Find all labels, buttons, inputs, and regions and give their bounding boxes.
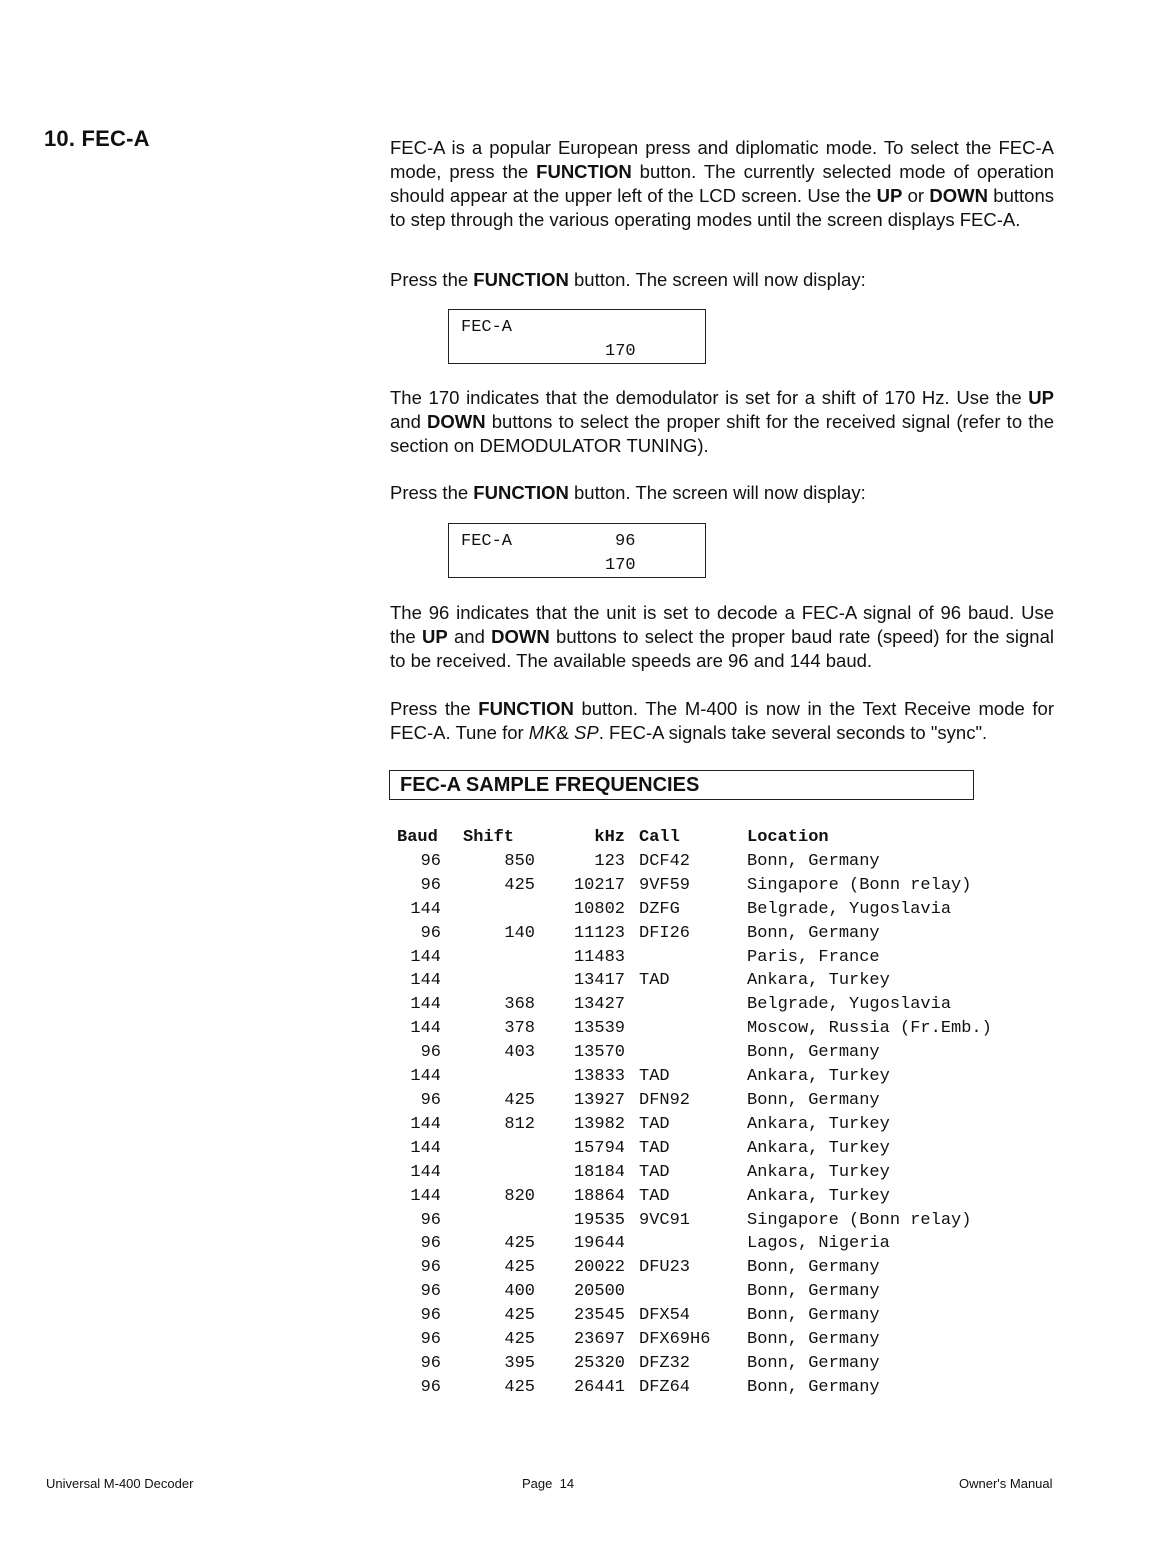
cell-baud: 96	[420, 1282, 441, 1302]
table-header-row	[397, 826, 992, 850]
emphasis-bold: UP	[876, 185, 903, 206]
cell-shift: 425	[504, 1234, 535, 1254]
cell-khz: 10802	[573, 899, 625, 919]
cell-call	[625, 946, 747, 970]
cell-call: TAD	[639, 971, 670, 991]
cell-location: Singapore (Bonn relay)	[747, 1210, 972, 1230]
cell-shift	[441, 1209, 535, 1233]
text-run: button. The screen will now display:	[568, 269, 866, 290]
cell-shift: 850	[504, 851, 535, 871]
cell-call: DFZ64	[639, 1377, 691, 1397]
text-receive-paragraph	[390, 697, 1054, 745]
text-run: button. The M-400 is now in the Text Receive mode for FEC-A. Tune for	[390, 698, 1054, 743]
cell-baud: 96	[420, 851, 441, 871]
header-location: Location	[747, 828, 829, 847]
cell-call: DCF42	[639, 851, 691, 871]
text-run: Press the	[390, 269, 474, 290]
cell-call	[625, 1232, 747, 1256]
cell-khz: 15794	[573, 1138, 625, 1158]
footer-product: Universal M-400 Decoder	[46, 1476, 194, 1491]
table-row	[397, 1232, 992, 1256]
cell-khz: 13427	[573, 995, 625, 1015]
cell-call: DFI26	[639, 923, 691, 943]
table-row	[397, 874, 992, 898]
table-row	[397, 1256, 992, 1280]
frequencies-heading: FEC-A SAMPLE FREQUENCIES	[389, 770, 974, 800]
table-row	[397, 850, 992, 874]
cell-khz: 20022	[573, 1258, 625, 1278]
cell-call: 9VC91	[639, 1210, 691, 1230]
text-run: or	[902, 185, 930, 206]
cell-baud: 96	[420, 1330, 441, 1350]
cell-shift	[441, 1137, 535, 1161]
cell-call: TAD	[639, 1067, 670, 1087]
cell-location: Bonn, Germany	[747, 1090, 880, 1110]
cell-khz: 18864	[573, 1186, 625, 1206]
cell-baud: 96	[420, 875, 441, 895]
cell-call: DFX54	[639, 1306, 691, 1326]
emphasis-bold: FUNCTION	[473, 269, 569, 290]
table-row	[397, 1089, 992, 1113]
lcd-baud-value: 96	[615, 532, 636, 551]
cell-location: Bonn, Germany	[747, 1043, 880, 1063]
cell-khz: 19535	[573, 1210, 625, 1230]
cell-khz: 19644	[573, 1234, 625, 1254]
cell-khz: 25320	[573, 1353, 625, 1373]
lcd-mode-label: FEC-A	[461, 318, 513, 337]
cell-baud: 96	[420, 1306, 441, 1326]
cell-location: Belgrade, Yugoslavia	[747, 995, 952, 1015]
cell-khz: 26441	[573, 1377, 625, 1397]
cell-shift: 378	[504, 1019, 535, 1039]
lcd-display-baud	[448, 523, 706, 578]
cell-baud: 144	[410, 899, 441, 919]
table-row	[397, 1137, 992, 1161]
cell-baud: 96	[420, 1234, 441, 1254]
lcd-mode-label: FEC-A	[461, 532, 513, 551]
table-row	[397, 1280, 992, 1304]
table-row	[397, 1185, 992, 1209]
text-run: and	[390, 411, 428, 432]
text-run: &	[556, 722, 575, 743]
text-run: buttons to step through the various operating modes until the screen displays FEC-A.	[390, 185, 1054, 230]
cell-khz: 18184	[573, 1162, 625, 1182]
cell-shift: 812	[504, 1114, 535, 1134]
press-function-paragraph-1	[390, 268, 1054, 292]
lcd-shift-value: 170	[605, 556, 636, 575]
intro-paragraph	[390, 136, 1054, 232]
cell-location: Ankara, Turkey	[747, 1114, 890, 1134]
cell-shift: 140	[504, 923, 535, 943]
cell-location: Lagos, Nigeria	[747, 1234, 890, 1254]
cell-location: Bonn, Germany	[747, 1306, 880, 1326]
cell-khz: 11123	[573, 923, 625, 943]
emphasis-bold: DOWN	[929, 185, 988, 206]
section-title: 10. FEC-A	[44, 126, 150, 151]
table-row	[397, 1017, 992, 1041]
text-run: Press the	[390, 698, 479, 719]
baud-paragraph	[390, 601, 1054, 673]
emphasis-bold: UP	[1028, 387, 1054, 408]
cell-call: TAD	[639, 1114, 670, 1134]
emphasis-bold: FUNCTION	[478, 698, 574, 719]
cell-khz: 13927	[573, 1090, 625, 1110]
text-run: . FEC-A signals take several seconds to "sync".	[598, 722, 988, 743]
cell-call: DFX69H6	[639, 1330, 711, 1350]
table-row	[397, 1161, 992, 1185]
cell-call: TAD	[639, 1138, 670, 1158]
cell-location: Bonn, Germany	[747, 1258, 880, 1278]
table-row	[397, 898, 992, 922]
cell-baud: 96	[420, 1353, 441, 1373]
cell-baud: 96	[420, 1258, 441, 1278]
cell-location: Moscow, Russia (Fr.Emb.)	[747, 1019, 992, 1039]
cell-shift	[441, 1065, 535, 1089]
frequencies-table	[397, 826, 992, 1400]
cell-shift	[441, 898, 535, 922]
table-row	[397, 1209, 992, 1233]
emphasis-bold: FUNCTION	[536, 161, 632, 182]
cell-baud: 96	[420, 1090, 441, 1110]
cell-khz: 23545	[573, 1306, 625, 1326]
cell-shift: 400	[504, 1282, 535, 1302]
cell-shift	[441, 969, 535, 993]
cell-call	[625, 1017, 747, 1041]
cell-khz: 13417	[573, 971, 625, 991]
cell-location: Paris, France	[747, 947, 880, 967]
cell-baud: 96	[420, 1210, 441, 1230]
cell-call: DZFG	[639, 899, 680, 919]
cell-baud: 96	[420, 1043, 441, 1063]
cell-khz: 13982	[573, 1114, 625, 1134]
cell-shift: 403	[504, 1043, 535, 1063]
cell-shift	[441, 1161, 535, 1185]
cell-shift: 425	[504, 1258, 535, 1278]
table-row	[397, 1376, 992, 1400]
emphasis-italic: MK	[528, 722, 557, 743]
cell-location: Ankara, Turkey	[747, 1138, 890, 1158]
cell-baud: 144	[410, 1162, 441, 1182]
cell-location: Bonn, Germany	[747, 1330, 880, 1350]
table-row	[397, 1352, 992, 1376]
cell-baud: 144	[410, 1186, 441, 1206]
text-run: buttons to select the proper shift for the received signal (refer to the section on DEMODULATOR TUNING).	[390, 411, 1054, 456]
lcd-shift-value: 170	[605, 342, 636, 361]
cell-call	[625, 993, 747, 1017]
cell-location: Bonn, Germany	[747, 1377, 880, 1397]
text-run: The 96 indicates that the unit is set to decode a FEC-A signal of 96 baud. Use the	[390, 602, 1054, 647]
emphasis-italic: SP	[574, 722, 599, 743]
cell-call	[625, 1280, 747, 1304]
footer-manual: Owner's Manual	[959, 1476, 1053, 1491]
cell-shift: 425	[504, 1306, 535, 1326]
cell-baud: 144	[410, 971, 441, 991]
cell-baud: 96	[420, 923, 441, 943]
emphasis-bold: UP	[422, 626, 448, 647]
cell-call: DFU23	[639, 1258, 691, 1278]
cell-call: DFZ32	[639, 1353, 691, 1373]
cell-khz: 13570	[573, 1043, 625, 1063]
table-row	[397, 946, 992, 970]
cell-location: Ankara, Turkey	[747, 1186, 890, 1206]
cell-call: TAD	[639, 1162, 670, 1182]
text-run: FEC-A is a popular European press and diplomatic mode. To select the FEC-A mode, press the	[390, 137, 1054, 182]
cell-baud: 144	[410, 1114, 441, 1134]
table-row	[397, 1328, 992, 1352]
press-function-paragraph-2	[390, 481, 1054, 505]
cell-location: Bonn, Germany	[747, 1282, 880, 1302]
shift-paragraph	[390, 386, 1054, 458]
cell-call: DFN92	[639, 1090, 691, 1110]
text-run: and	[447, 626, 492, 647]
cell-call	[625, 1041, 747, 1065]
cell-khz: 23697	[573, 1330, 625, 1350]
text-run: button. The screen will now display:	[568, 482, 866, 503]
table-row	[397, 969, 992, 993]
cell-baud: 144	[410, 1067, 441, 1087]
text-run: Press the	[390, 482, 474, 503]
table-row	[397, 1304, 992, 1328]
table-row	[397, 993, 992, 1017]
cell-location: Bonn, Germany	[747, 923, 880, 943]
cell-baud: 144	[410, 1138, 441, 1158]
cell-location: Ankara, Turkey	[747, 1162, 890, 1182]
cell-shift: 395	[504, 1353, 535, 1373]
cell-shift: 368	[504, 995, 535, 1015]
lcd-display-shift	[448, 309, 706, 364]
cell-khz: 13833	[573, 1067, 625, 1087]
cell-baud: 144	[410, 995, 441, 1015]
cell-location: Ankara, Turkey	[747, 1067, 890, 1087]
cell-call: 9VF59	[639, 875, 691, 895]
cell-shift: 425	[504, 1377, 535, 1397]
header-khz: kHz	[594, 828, 625, 847]
text-run: The 170 indicates that the demodulator is set for a shift of 170 Hz. Use the	[390, 387, 1029, 408]
header-shift: Shift	[463, 828, 515, 847]
cell-baud: 96	[420, 1377, 441, 1397]
text-run: button. The currently selected mode of operation should appear at the upper left of the LCD screen. Use the	[390, 161, 1055, 206]
emphasis-bold: DOWN	[491, 626, 550, 647]
text-run: buttons to select the proper baud rate (speed) for the signal to be received. The available speeds are 96 and 144 baud.	[390, 626, 1054, 671]
header-baud: Baud	[397, 828, 438, 847]
cell-location: Belgrade, Yugoslavia	[747, 899, 952, 919]
cell-shift: 820	[504, 1186, 535, 1206]
cell-location: Bonn, Germany	[747, 1353, 880, 1373]
emphasis-bold: FUNCTION	[473, 482, 569, 503]
cell-location: Singapore (Bonn relay)	[747, 875, 972, 895]
footer-page-number: Page 14	[522, 1476, 575, 1491]
cell-khz: 13539	[573, 1019, 625, 1039]
table-row	[397, 1113, 992, 1137]
emphasis-bold: DOWN	[427, 411, 486, 432]
cell-shift: 425	[504, 1090, 535, 1110]
cell-shift: 425	[504, 1330, 535, 1350]
cell-location: Ankara, Turkey	[747, 971, 890, 991]
cell-shift	[441, 946, 535, 970]
cell-shift: 425	[504, 875, 535, 895]
cell-khz: 20500	[573, 1282, 625, 1302]
table-row	[397, 1065, 992, 1089]
cell-baud: 144	[410, 947, 441, 967]
table-row	[397, 1041, 992, 1065]
table-row	[397, 922, 992, 946]
cell-baud: 144	[410, 1019, 441, 1039]
header-call: Call	[639, 828, 680, 847]
cell-location: Bonn, Germany	[747, 851, 880, 871]
cell-khz: 10217	[573, 875, 625, 895]
cell-khz: 123	[594, 851, 625, 871]
cell-call: TAD	[639, 1186, 670, 1206]
cell-khz: 11483	[573, 947, 625, 967]
